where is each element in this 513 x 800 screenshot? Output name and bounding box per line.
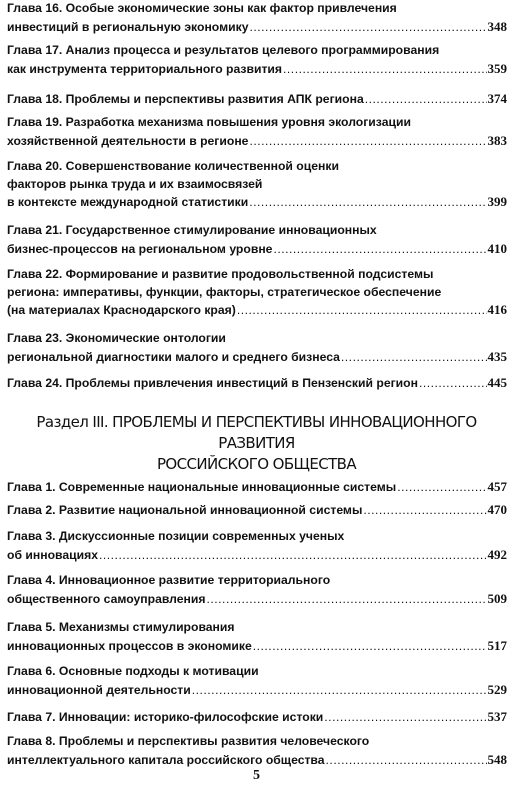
dot-leader bbox=[253, 638, 487, 656]
entry-page-number: 517 bbox=[487, 637, 507, 653]
dot-leader bbox=[365, 91, 487, 109]
entry-page-number: 492 bbox=[487, 546, 507, 562]
dot-leader bbox=[192, 682, 487, 700]
entry-title-line: Глава 19. Разработка механизма повышения уровня экологизации bbox=[7, 115, 411, 129]
entry-title-line: Глава 1. Современные национальные инновационные системы bbox=[7, 480, 397, 494]
entry-title-line: об инновациях bbox=[7, 547, 99, 562]
entry-title-line: в контексте международной статистики bbox=[7, 195, 249, 209]
entry-title-line: региона: императивы, функции, факторы, стратегическое обеспечение bbox=[7, 284, 442, 299]
entry-page-number: 383 bbox=[487, 132, 507, 148]
entry-title-line: Глава 22. Формирование и развитие продовольственной подсистемы bbox=[7, 267, 434, 281]
entry-title-line: региональной диагностики малого и среднего бизнеса bbox=[7, 349, 340, 364]
section-heading-line: РОССИЙСКОГО ОБЩЕСТВА bbox=[156, 455, 357, 473]
toc-entry[interactable] bbox=[7, 374, 507, 393]
entry-title-line: факторов рынка труда и их взаимосвязей bbox=[7, 176, 263, 191]
section-heading-line: Раздел III. ПРОБЛЕМЫ И ПЕРСПЕКТИВЫ ИННОВАЦИОННОГО РАЗВИТИЯ bbox=[36, 413, 477, 452]
entry-title-line: Глава 2. Развитие национальной инновационной системы bbox=[7, 503, 363, 517]
entry-title-line: как инструмента территориального развития bbox=[7, 61, 283, 76]
entry-title-line: Глава 20. Совершенствование количественной оценки bbox=[7, 159, 339, 173]
entry-title-line: инвестиций в региональную экономику bbox=[7, 19, 249, 34]
entry-page-number: 359 bbox=[487, 60, 507, 76]
dot-leader bbox=[283, 61, 486, 79]
entry-title-line: общественного самоуправления bbox=[7, 591, 206, 606]
dot-leader bbox=[273, 241, 486, 259]
entry-title-line: Глава 16. Особые экономические зоны как фактор привлечения bbox=[7, 1, 397, 15]
toc-entry[interactable] bbox=[7, 572, 507, 608]
entry-page-number: 374 bbox=[487, 91, 507, 106]
entry-title-line: Глава 18. Проблемы и перспективы развития АПК региона bbox=[7, 92, 364, 106]
toc-entry[interactable] bbox=[7, 266, 507, 320]
dot-leader bbox=[99, 547, 486, 565]
entry-title-line: Глава 24. Проблемы привлечения инвестиций в Пензенский регион bbox=[7, 376, 418, 390]
dot-leader bbox=[249, 19, 486, 37]
entry-title-line: Глава 4. Инновационное развитие территориального bbox=[7, 573, 331, 587]
toc-entry[interactable] bbox=[7, 501, 507, 520]
entry-title-line: интеллектуального капитала российского общества bbox=[7, 752, 325, 767]
entry-page-number: 416 bbox=[487, 302, 507, 317]
dot-leader bbox=[326, 752, 487, 770]
dot-leader bbox=[207, 591, 487, 609]
toc-entry[interactable] bbox=[7, 619, 507, 655]
entry-title-line: Глава 5. Механизмы стимулирования bbox=[7, 620, 235, 634]
dot-leader bbox=[397, 479, 486, 497]
entry-title-line: Глава 21. Государственное стимулирование инновационных bbox=[7, 223, 377, 237]
entry-title-line: Глава 7. Инновации: историко-философские истоки bbox=[7, 710, 324, 724]
entry-page-number: 399 bbox=[487, 194, 507, 209]
toc-entry[interactable] bbox=[7, 90, 507, 109]
entry-page-number: 445 bbox=[487, 375, 507, 390]
dot-leader bbox=[249, 194, 486, 212]
toc-entry[interactable] bbox=[7, 478, 507, 497]
toc-entry[interactable] bbox=[7, 733, 507, 769]
entry-page-number: 537 bbox=[487, 709, 507, 724]
toc-entry[interactable] bbox=[7, 42, 507, 78]
entry-page-number: 348 bbox=[487, 18, 507, 34]
entry-page-number: 548 bbox=[487, 751, 507, 767]
toc-entry[interactable] bbox=[7, 222, 507, 258]
entry-title-line: Глава 23. Экономические онтологии bbox=[7, 331, 226, 345]
dot-leader bbox=[249, 133, 486, 151]
entry-title-line: Глава 3. Дискуссионные позиции современных ученых bbox=[7, 529, 345, 543]
entry-page-number: 509 bbox=[487, 590, 507, 606]
dot-leader bbox=[237, 302, 487, 320]
dot-leader bbox=[341, 349, 487, 367]
entry-page-number: 435 bbox=[487, 348, 507, 364]
entry-page-number: 470 bbox=[487, 502, 507, 517]
entry-page-number: 457 bbox=[487, 479, 507, 494]
entry-title-line: Глава 6. Основные подходы к мотивации bbox=[7, 664, 259, 678]
entry-page-number: 410 bbox=[487, 240, 507, 256]
toc-entry[interactable] bbox=[7, 330, 507, 366]
dot-leader bbox=[363, 502, 486, 520]
toc-entry[interactable] bbox=[7, 0, 507, 36]
entry-title-line: (на материалах Краснодарского края) bbox=[7, 303, 236, 317]
entry-title-line: Глава 17. Анализ процесса и результатов целевого программирования bbox=[7, 43, 440, 57]
dot-leader bbox=[419, 375, 487, 393]
entry-title-line: хозяйственной деятельности в регионе bbox=[7, 133, 249, 148]
entry-page-number: 529 bbox=[487, 681, 507, 697]
section-heading bbox=[0, 412, 513, 475]
toc-entry[interactable] bbox=[7, 158, 507, 212]
toc-entry[interactable] bbox=[7, 528, 507, 564]
entry-title-line: Глава 8. Проблемы и перспективы развития человеческого bbox=[7, 734, 370, 748]
toc-entry[interactable] bbox=[7, 663, 507, 699]
page-number: 5 bbox=[253, 768, 260, 783]
entry-title-line: инновационной деятельности bbox=[7, 682, 191, 697]
toc-entry[interactable] bbox=[7, 114, 507, 150]
toc-entry[interactable] bbox=[7, 708, 507, 727]
entry-title-line: инновационных процессов в экономике bbox=[7, 638, 252, 653]
entry-title-line: бизнес-процессов на региональном уровне bbox=[7, 241, 273, 256]
dot-leader bbox=[324, 709, 486, 727]
